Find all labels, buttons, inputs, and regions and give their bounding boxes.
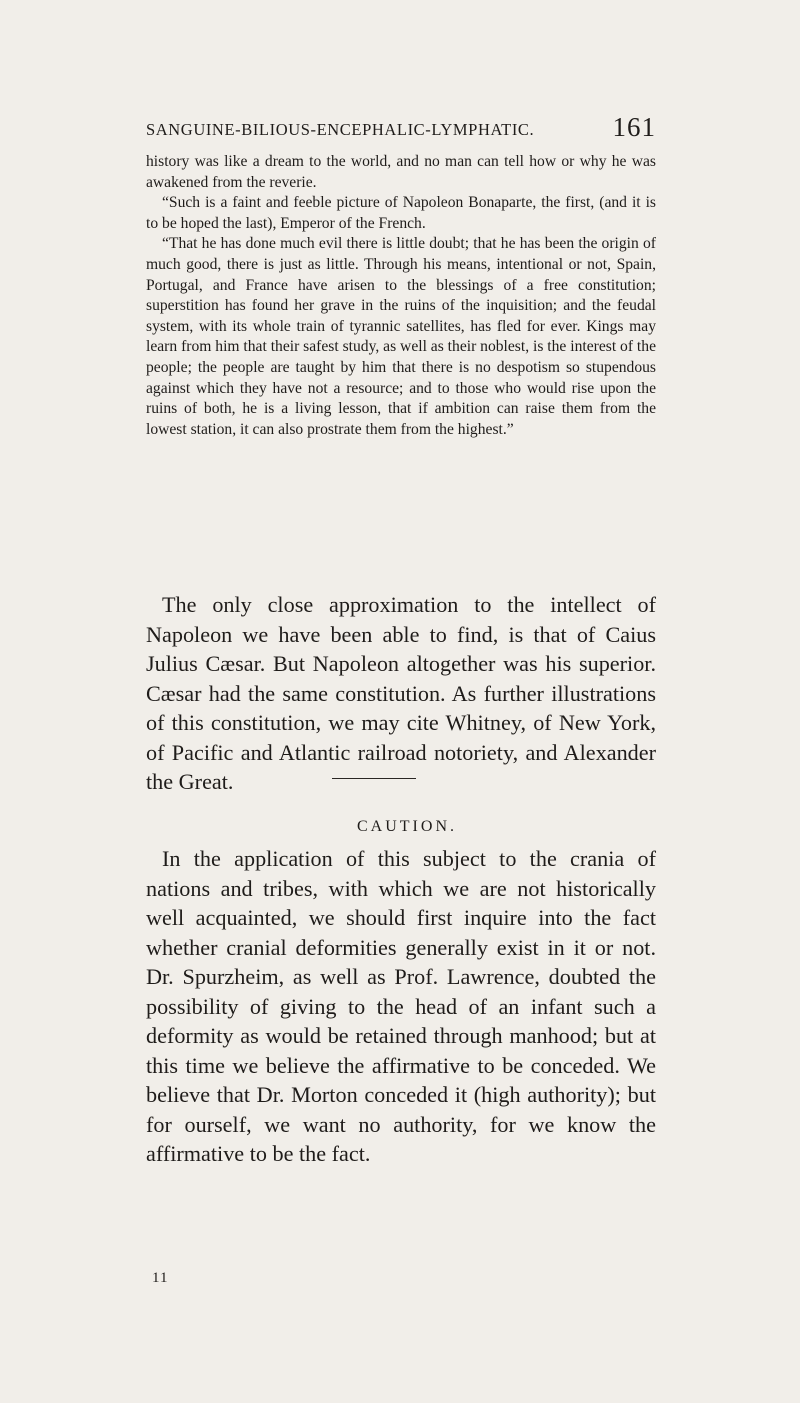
body-paragraph-text: The only close approximation to the intellect of Napoleon we have been able to find, is that of Caius Julius Cæsar. But Napoleon altogether was his superior. Cæsar had the same constitution. As further illustrations of this constitution, we may cite Whitney, of New York, of Pacific and Atlantic railroad notoriety, and Alexander the Great. <box>146 592 656 794</box>
section-divider <box>332 778 416 779</box>
running-title: SANGUINE-BILIOUS-ENCEPHALIC-LYMPHATIC. <box>146 120 535 139</box>
body-paragraph-approximation <box>146 590 656 797</box>
body-paragraph-text: In the application of this subject to the crania of nations and tribes, with which we are not historically well acquainted, we should first inquire into the fact whether cranial deformities generally exist in it or not. Dr. Spurzheim, as well as Prof. Lawrence, doubted the possibility of giving to the head of an infant such a deformity as would be retained through manhood; but at this time we believe the affirmative to be conceded. We believe that Dr. Morton conceded it (high authority); but for ourself, we want no authority, for we know the affirmative to be the fact. <box>146 846 656 1166</box>
running-head <box>146 112 656 148</box>
quoted-passage <box>146 152 656 440</box>
section-heading: CAUTION. <box>357 818 457 835</box>
signature-mark: 11 <box>152 1270 169 1286</box>
quote-paragraph-picture: “Such is a faint and feeble picture of Napoleon Bonaparte, the first, (and it is to be hoped the last), Emperor of the French. <box>146 194 656 232</box>
quote-paragraph-legacy: “That he has done much evil there is little doubt; that he has been the origin of much good, there is just as little. Through his means, intentional or not, Spain, Portugal, and France have arisen to the blessings of a free constitution; superstition has found her grave in the ruins of the inquisition; and the feudal system, with its whole train of tyrannic satellites, has fled for ever. Kings may learn from him that their safest study, as well as their noblest, is the interest of the people; the people are taught by him that there is no despotism so stupendous against which they have not a resource; and to those who would rise upon the ruins of both, he is a living lesson, that if ambition can raise them from the lowest station, it can also prostrate them from the highest.” <box>146 235 656 438</box>
page-number: 161 <box>612 112 656 142</box>
quote-paragraph-continuation: history was like a dream to the world, and no man can tell how or why he was awakened from the reverie. <box>146 153 656 191</box>
body-paragraph-caution <box>146 844 656 1169</box>
